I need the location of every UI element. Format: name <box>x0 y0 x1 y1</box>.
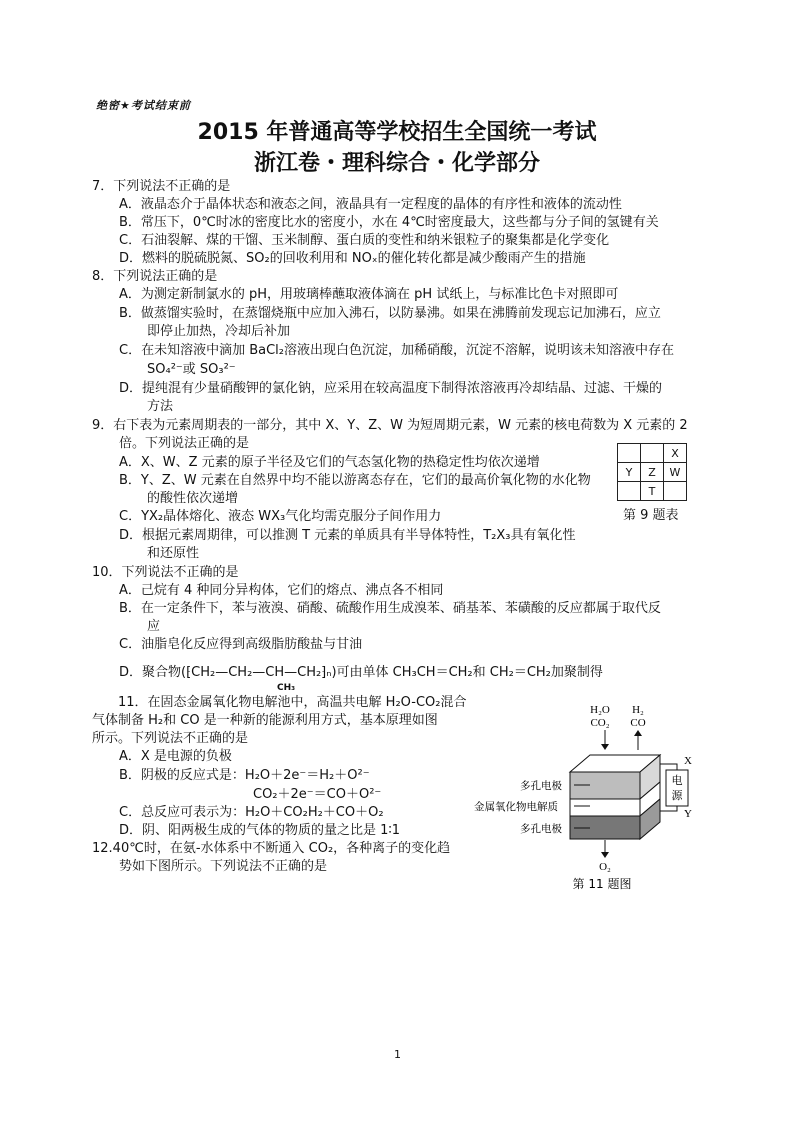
arrow-o2-head <box>601 852 609 858</box>
q9-table-caption: 第 9 题表 <box>623 508 679 523</box>
figure-11-caption: 第 11 题图 <box>572 877 632 891</box>
q10-option-a: A．己烷有 4 种同分异构体，它们的熔点、沸点各不相同 <box>119 583 444 598</box>
q10-stem: 10．下列说法不正确的是 <box>92 565 239 580</box>
power-source-label-1: 电 <box>671 774 683 787</box>
pt-cell <box>618 444 641 463</box>
q8-option-a: A．为测定新制氯水的 pH，用玻璃棒蘸取液体滴在 pH 试纸上，与标准比色卡对照即可 <box>119 287 619 302</box>
q11-option-b-cont: CO₂＋2e⁻＝CO＋O²⁻ <box>253 787 382 802</box>
q9-option-d-cont: 和还原性 <box>147 546 200 561</box>
exam-subtitle: 浙江卷・理科综合・化学部分 <box>253 151 540 176</box>
pt-cell: W <box>664 463 687 482</box>
q10-option-d: D．聚合物(⁅CH₂—CH₂—CH—CH₂⁆ₙ)可由单体 CH₃CH＝CH₂和 CH₂＝CH₂加聚制得 <box>119 665 603 680</box>
q10-branch-methyl: CH₃ <box>277 683 296 693</box>
q10-option-c: C．油脂皂化反应得到高级脂肪酸盐与甘油 <box>119 637 363 652</box>
output-h2-label: H₂ <box>632 704 644 716</box>
terminal-y-label: Y <box>684 808 692 820</box>
q11-option-c: C．总反应可表示为：H₂O＋CO₂H₂＋CO＋O₂ <box>119 805 384 820</box>
q12-stem-cont: 势如下图所示。下列说法不正确的是 <box>119 859 328 874</box>
q9-option-c: C．YX₂晶体熔化、液态 WX₃气化均需克服分子间作用力 <box>119 509 442 524</box>
q11-option-a: A．X 是电源的负极 <box>119 749 232 764</box>
arrow-out-head <box>634 730 642 736</box>
q11-stem: 11．在固态金属氧化物电解池中，高温共电解 H₂O-CO₂混合 <box>118 695 467 710</box>
exam-title: 2015 年普通高等学校招生全国统一考试 <box>197 120 597 145</box>
q10-option-b-cont: 应 <box>147 619 161 634</box>
layer-label-porous-bottom: 多孔电极 <box>520 823 562 835</box>
input-h2o-label: H₂O <box>590 704 610 716</box>
input-co2-label: CO₂ <box>590 717 610 729</box>
pt-cell <box>641 444 664 463</box>
q9-stem-cont: 倍。下列说法正确的是 <box>119 436 250 451</box>
pt-cell: Y <box>618 463 641 482</box>
q8-option-d: D．提纯混有少量硝酸钾的氯化钠，应采用在较高温度下制得浓溶液再冷却结晶、过滤、干燥的 <box>119 381 663 396</box>
pt-cell: Z <box>641 463 664 482</box>
electrolysis-cell-figure <box>470 700 710 895</box>
q8-option-b: B．做蒸馏实验时，在蒸馏烧瓶中应加入沸石，以防暴沸。如果在沸腾前发现忘记加沸石，应立 <box>119 306 661 321</box>
q12-stem: 12.40℃时，在氨-水体系中不断通入 CO₂，各种离子的变化趋 <box>92 841 451 856</box>
arrow-in-head <box>601 744 609 750</box>
q10-option-b: B．在一定条件下，苯与液溴、硝酸、硫酸作用生成溴苯、硝基苯、苯磺酸的反应都属于取代反 <box>119 601 661 616</box>
output-o2-label: O₂ <box>599 861 611 873</box>
wire-y <box>660 806 677 811</box>
q9-option-b: B．Y、Z、W 元素在自然界中均不能以游离态存在，它们的最高价氧化物的水化物 <box>119 473 591 488</box>
q7-option-d: D．燃料的脱硫脱氮、SO₂的回收利用和 NOₓ的催化转化都是减少酸雨产生的措施 <box>119 251 586 266</box>
q8-option-c: C．在未知溶液中滴加 BaCl₂溶液出现白色沉淀，加稀硝酸，沉淀不溶解，说明该未知溶液中存在 <box>119 343 674 358</box>
power-source-label-2: 源 <box>671 789 683 802</box>
q7-option-b: B．常压下，0℃时冰的密度比水的密度小，水在 4℃时密度最大，这些都与分子间的氢键有关 <box>119 215 659 230</box>
confidential-label: 绝密★考试结束前 <box>96 99 191 112</box>
q7-option-a: A．液晶态介于晶体状态和液态之间，液晶具有一定程度的晶体的有序性和液体的流动性 <box>119 197 622 212</box>
periodic-table-fragment <box>617 443 687 501</box>
pt-cell <box>664 482 687 501</box>
q11-option-d: D．阴、阳两极生成的气体的物质的量之比是 1∶1 <box>119 823 401 838</box>
layer-label-electrolyte: 金属氧化物电解质 <box>474 801 558 813</box>
output-co-label: CO <box>630 717 646 729</box>
pt-cell: X <box>664 444 687 463</box>
pt-cell: T <box>641 482 664 501</box>
q9-stem: 9．右下表为元素周期表的一部分，其中 X、Y、Z、W 为短周期元素，W 元素的核电荷数为 X 元素的 2 <box>92 418 688 433</box>
q11-stem-cont1: 气体制备 H₂和 CO 是一种新的能源利用方式，基本原理如图 <box>92 713 438 728</box>
page-number: 1 <box>394 1048 401 1061</box>
terminal-x-label: X <box>684 755 692 767</box>
q9-option-d: D．根据元素周期律，可以推测 T 元素的单质具有半导体特性，T₂X₃具有氧化性 <box>119 528 576 543</box>
q11-stem-cont2: 所示。下列说法不正确的是 <box>92 731 249 746</box>
q8-option-c-cont: SO₄²⁻或 SO₃²⁻ <box>147 362 236 377</box>
q11-option-b: B．阴极的反应式是：H₂O＋2e⁻＝H₂＋O²⁻ <box>119 768 370 783</box>
q8-stem: 8．下列说法正确的是 <box>92 269 218 284</box>
q9-option-b-cont: 的酸性依次递增 <box>147 491 239 506</box>
q8-option-b-cont: 即停止加热，冷却后补加 <box>147 324 291 339</box>
pt-cell <box>618 482 641 501</box>
q8-option-d-cont: 方法 <box>147 399 174 414</box>
q7-option-c: C．石油裂解、煤的干馏、玉米制醇、蛋白质的变性和纳米银粒子的聚集都是化学变化 <box>119 233 610 248</box>
layer-label-porous-top: 多孔电极 <box>520 780 562 792</box>
q7-stem: 7．下列说法不正确的是 <box>92 179 231 194</box>
q9-option-a: A．X、W、Z 元素的原子半径及它们的气态氢化物的热稳定性均依次递增 <box>119 455 540 470</box>
wire-x <box>660 764 677 770</box>
electrolyte-layer <box>570 799 640 816</box>
